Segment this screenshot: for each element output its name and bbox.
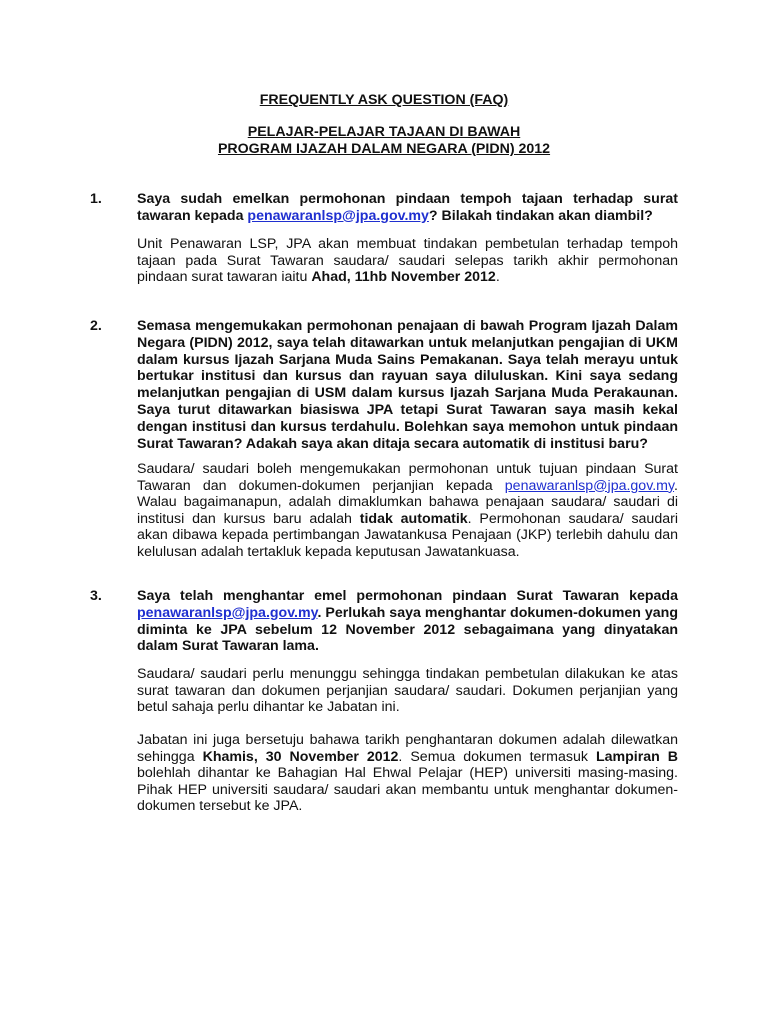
- faq-2-email-link[interactable]: penawaranlsp@jpa.gov.my: [504, 477, 675, 494]
- faq-3-question-tail: . Perlukah saya menghantar dokumen-dokumen yang diminta ke JPA sebelum 12 November 2012 sebagaimana yang dinyatakan dalam Surat Tawaran lama.: [137, 604, 678, 655]
- faq-1-question-text: Saya sudah emelkan permohonan pindaan tempoh tajaan terhadap surat tawaran kepada: [137, 191, 678, 224]
- faq-3-question-text: Saya telah menghantar emel permohonan pindaan Surat Tawaran kepada: [137, 588, 678, 604]
- faq-1-answer-date: Ahad, 11hb November 2012: [311, 269, 496, 286]
- faq-2-number: 2.: [90, 318, 102, 334]
- faq-3-answer2-part1: Jabatan ini juga bersetuju bahawa tarikh penghantaran dokumen adalah dilewatkan sehingga: [137, 732, 678, 765]
- document-title: FREQUENTLY ASK QUESTION (FAQ): [259, 92, 509, 108]
- faq-3-answer-2: [137, 732, 678, 815]
- faq-1-email-link[interactable]: penawaranlsp@jpa.gov.my: [247, 207, 429, 224]
- faq-2-answer-part2: . Walau bagaimanapun, adalah dimaklumkan bahawa penajaan saudara/ saudari di institusi dan kursus baru adalah: [137, 477, 678, 527]
- faq-1-question-tail: ? Bilakah tindakan akan diambil?: [428, 207, 653, 224]
- faq-3-answer2-lampiran: Lampiran B: [595, 748, 679, 765]
- faq-3-answer2-part3: bolehlah dihantar ke Bahagian Hal Ehwal Pelajar (HEP) universiti masing-masing. Pihak HEP universiti saudara/ saudari akan membantu untuk menghantar dokumen-dokumen tersebut ke JPA.: [137, 765, 678, 815]
- faq-2-answer-part1: Saudara/ saudari boleh mengemukakan permohonan untuk tujuan pindaan Surat Tawaran dan dokumen-dokumen perjanjian kepada: [137, 461, 678, 494]
- faq-2-answer-bold: tidak automatik: [359, 510, 468, 527]
- faq-2-question: Semasa mengemukakan permohonan penajaan di bawah Program Ijazah Dalam Negara (PIDN) 2012, saya telah ditawarkan untuk melanjutkan pengajian di UKM dalam kursus Ijazah Sarjana Muda Sains Pemakanan. Saya telah merayu untuk bertukar institusi dan kursus dan rayuan saya diluluskan. Kini saya sedang melanjutkan pengajian di USM dalam kursus Ijazah Sarjana Muda Perakaunan. Saya turut ditawarkan biasiswa JPA tetapi Surat Tawaran saya masih kekal dengan institusi dan kursus terdahulu. Bolehkan saya memohon untuk pindaan Surat Tawaran? Adakah saya akan ditaja secara automatik di institusi baru?: [137, 318, 678, 452]
- faq-3-answer2-part2: . Semua dokumen termasuk: [398, 748, 596, 765]
- faq-2-answer-part3: . Permohonan saudara/ saudari akan dibawa kepada pertimbangan Jawatankusa Penajaan (JKP) terlebih dahulu dan kelulusan adalah tertakluk kepada keputusan Jawatankuasa.: [137, 510, 678, 560]
- document-subtitle-line2: PROGRAM IJAZAH DALAM NEGARA (PIDN) 2012: [217, 141, 551, 157]
- faq-3-question: [137, 588, 678, 655]
- faq-3-number: 3.: [90, 588, 102, 604]
- faq-1-answer-end: .: [495, 269, 500, 286]
- faq-3-answer-1: Saudara/ saudari perlu menunggu sehingga tindakan pembetulan dilakukan ke atas surat tawaran dan dokumen perjanjian saudara/ saudari. Dokumen perjanjian yang betul sahaja perlu dihantar ke Jabatan ini.: [137, 666, 678, 716]
- faq-1-answer: [137, 236, 678, 286]
- faq-1-question: [137, 191, 678, 225]
- faq-3-answer2-date: Khamis, 30 November 2012: [202, 748, 399, 765]
- document-subtitle-line1: PELAJAR-PELAJAR TAJAAN DI BAWAH: [247, 124, 521, 140]
- faq-1-number: 1.: [90, 191, 102, 207]
- faq-2-answer: [137, 461, 678, 561]
- faq-1-answer-text: Unit Penawaran LSP, JPA akan membuat tindakan pembetulan terhadap tempoh tajaan pada Surat Tawaran saudara/ saudari selepas tarikh akhir permohonan pindaan surat tawaran iaitu: [137, 236, 678, 286]
- faq-3-email-link[interactable]: penawaranlsp@jpa.gov.my: [137, 604, 318, 621]
